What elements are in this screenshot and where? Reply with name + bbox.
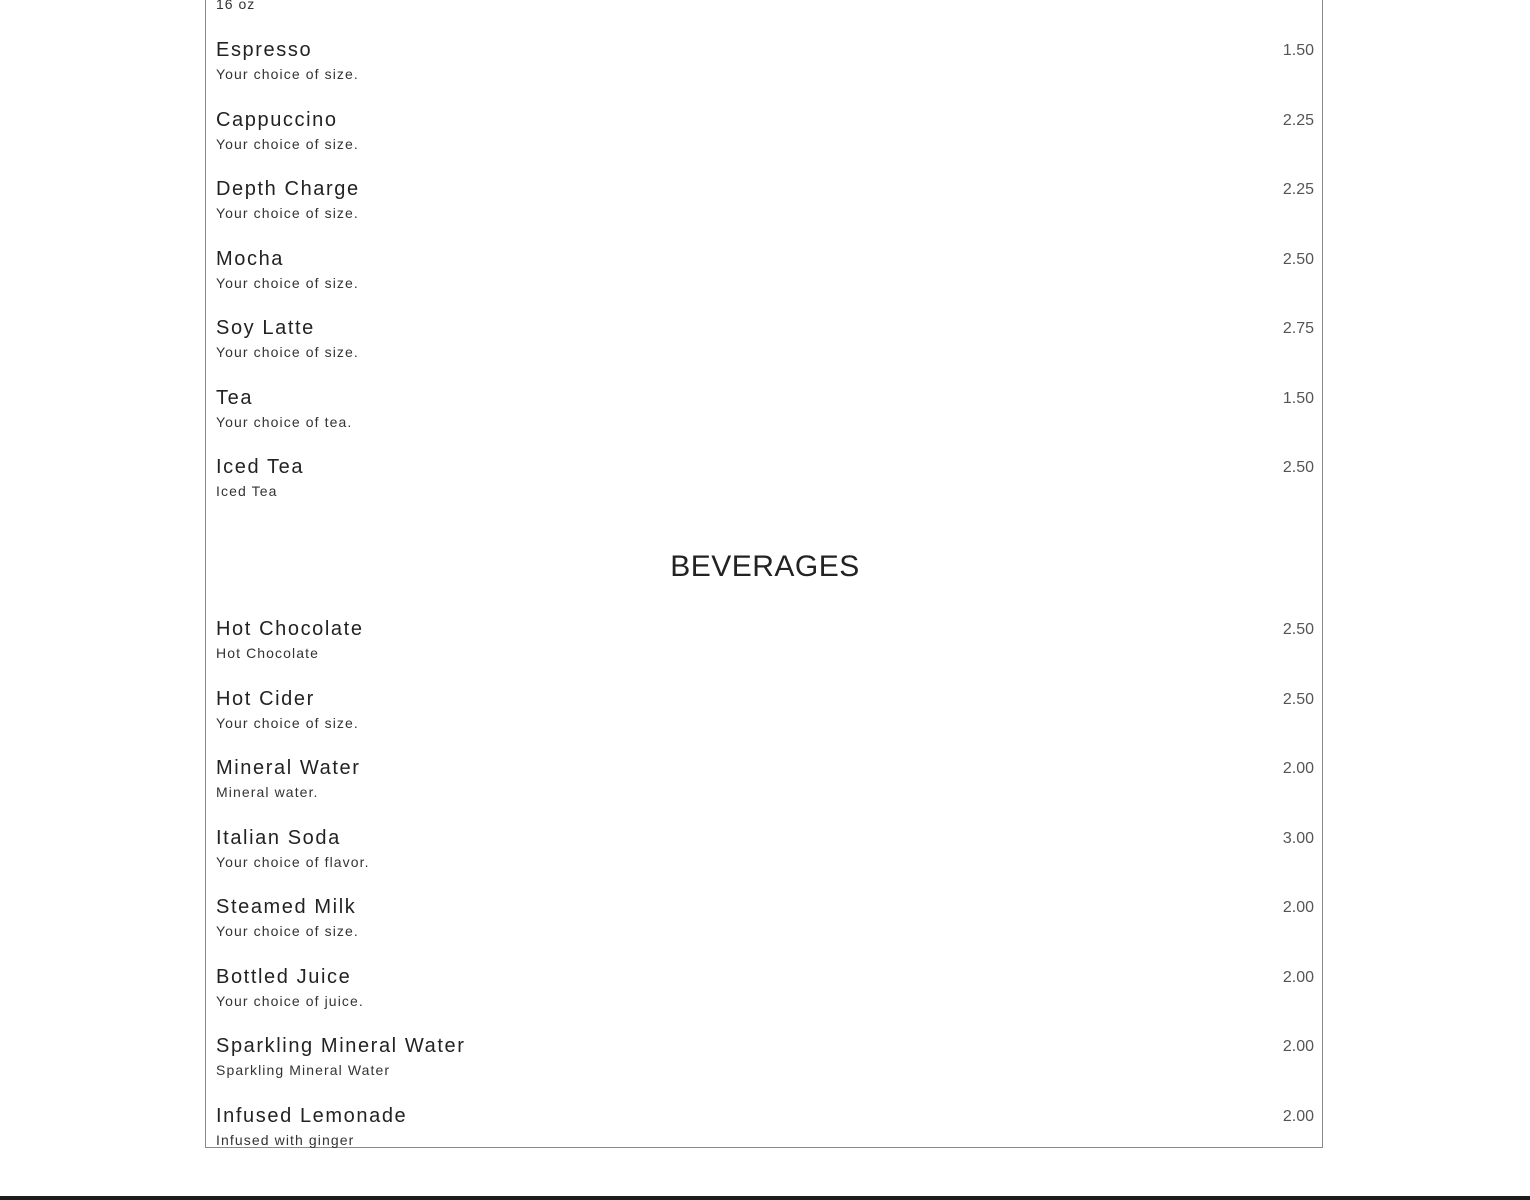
item-price: 2.25 — [1282, 181, 1314, 198]
menu-item — [216, 965, 1314, 1035]
menu-item — [216, 247, 1314, 317]
coffee-section — [216, 38, 1314, 525]
size-note: 16 oz — [216, 0, 256, 12]
item-description: Hot Chocolate — [216, 645, 320, 661]
menu-item — [216, 455, 1314, 525]
menu-item — [216, 617, 1314, 687]
item-price: 2.00 — [1282, 899, 1314, 916]
item-description: Sparkling Mineral Water — [216, 1062, 391, 1078]
item-name: Depth Charge — [216, 178, 360, 200]
menu-item — [216, 826, 1314, 896]
item-price: 2.00 — [1282, 1038, 1314, 1055]
item-name: Mocha — [216, 247, 285, 270]
item-description: Your choice of size. — [216, 205, 359, 221]
menu-item — [216, 177, 1314, 247]
item-description: Your choice of flavor. — [216, 853, 370, 870]
menu-item — [216, 756, 1314, 826]
item-price: 2.25 — [1282, 111, 1314, 129]
section-title-beverages: BEVERAGES — [670, 550, 860, 583]
menu-item — [216, 386, 1314, 456]
item-description: Your choice of tea. — [216, 413, 353, 430]
item-price: 2.00 — [1282, 1107, 1314, 1125]
item-price: 1.50 — [1282, 389, 1314, 407]
item-description: Your choice of size. — [216, 923, 359, 939]
item-price: 2.50 — [1282, 621, 1314, 638]
item-description: Your choice of juice. — [216, 992, 364, 1009]
item-name: Sparkling Mineral Water — [216, 1035, 466, 1057]
menu-item — [216, 316, 1314, 386]
item-price: 1.50 — [1282, 42, 1314, 59]
item-name: Tea — [216, 386, 254, 409]
item-price: 2.00 — [1282, 968, 1314, 986]
item-name: Mineral Water — [216, 757, 361, 779]
item-price: 2.00 — [1282, 760, 1314, 777]
item-description: Mineral water. — [216, 784, 319, 800]
item-description: Your choice of size. — [216, 714, 359, 731]
footer-bar — [0, 1196, 1530, 1200]
item-name: Hot Chocolate — [216, 618, 364, 640]
menu-item — [216, 687, 1314, 757]
menu-panel — [205, 0, 1323, 1148]
item-name: Iced Tea — [216, 456, 305, 478]
menu-item — [216, 895, 1314, 965]
item-name: Hot Cider — [216, 687, 315, 710]
item-name: Infused Lemonade — [216, 1104, 408, 1127]
item-price: 2.75 — [1282, 320, 1314, 337]
menu-item — [216, 1104, 1314, 1174]
item-name: Espresso — [216, 39, 313, 61]
item-description: Your choice of size. — [216, 274, 359, 291]
beverages-section — [216, 617, 1314, 1173]
item-name: Soy Latte — [216, 317, 315, 339]
item-description: Your choice of size. — [216, 66, 359, 82]
item-description: Your choice of size. — [216, 344, 359, 360]
item-price: 2.50 — [1282, 459, 1314, 476]
menu-item — [216, 1034, 1314, 1104]
item-name: Steamed Milk — [216, 896, 357, 918]
item-name: Cappuccino — [216, 108, 338, 131]
item-description: Iced Tea — [216, 483, 278, 499]
item-price: 2.50 — [1282, 250, 1314, 268]
item-description: Your choice of size. — [216, 135, 359, 152]
item-price: 2.50 — [1282, 690, 1314, 708]
item-name: Italian Soda — [216, 826, 341, 849]
item-name: Bottled Juice — [216, 965, 352, 988]
item-description: Infused with ginger — [216, 1131, 355, 1148]
menu-item — [216, 108, 1314, 178]
item-price: 3.00 — [1282, 829, 1314, 847]
menu-item — [216, 38, 1314, 108]
